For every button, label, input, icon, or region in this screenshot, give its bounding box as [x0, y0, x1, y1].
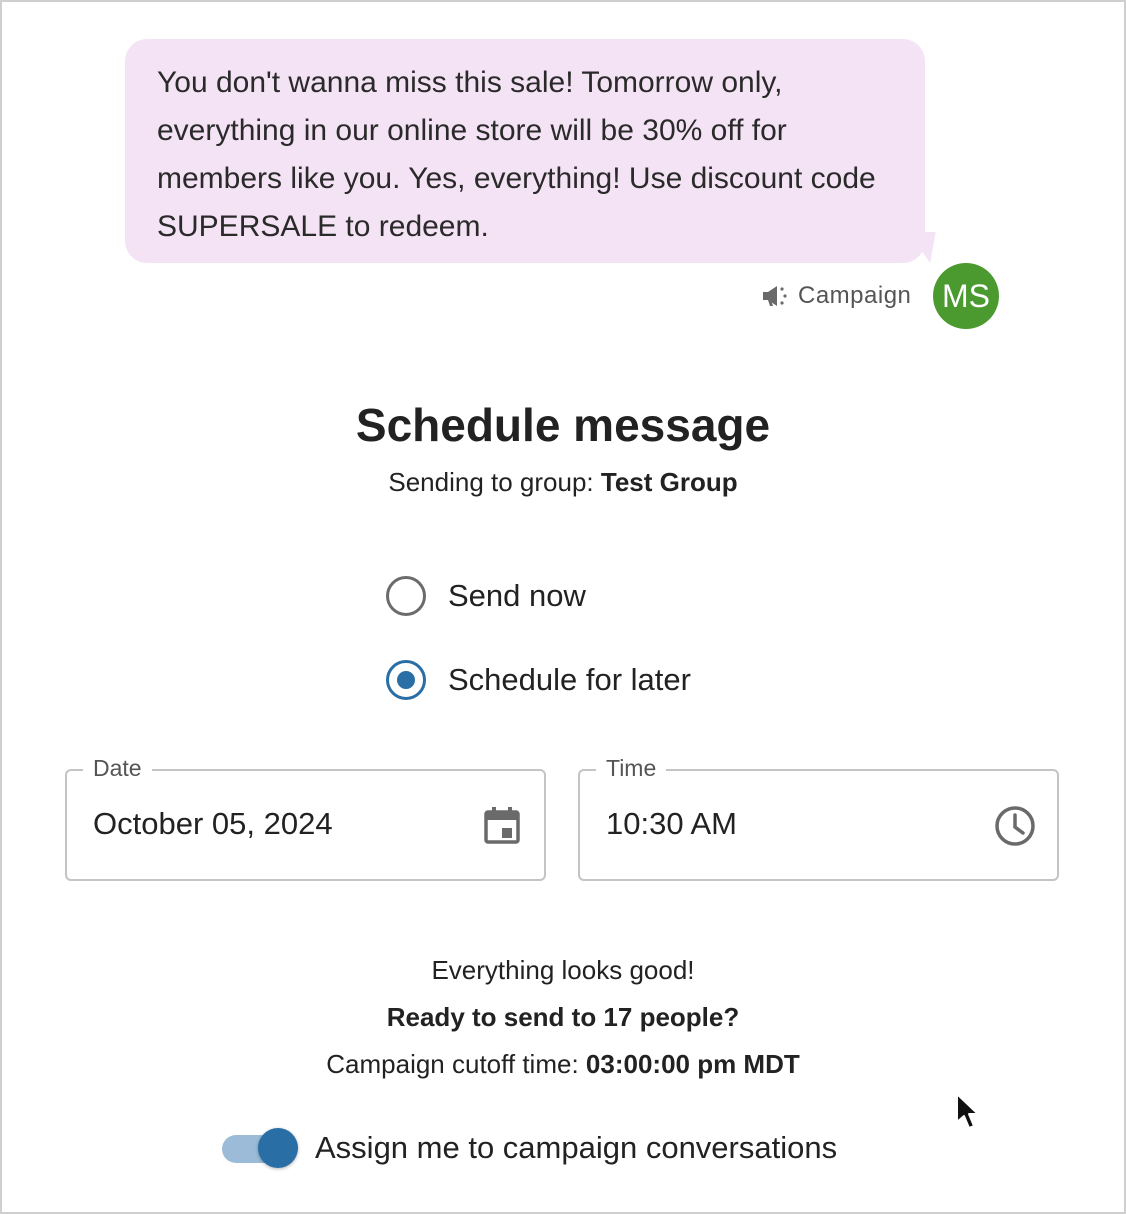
message-type — [760, 278, 911, 314]
radio-button[interactable] — [386, 576, 426, 616]
radio-button[interactable] — [386, 660, 426, 700]
calendar-icon[interactable] — [480, 804, 524, 848]
ready-label: Ready to send to 17 people? — [386, 1002, 740, 1032]
radio-send-now[interactable] — [386, 575, 586, 617]
avatar: MS — [933, 263, 999, 329]
cutoff-prefix: Campaign cutoff time: — [326, 1049, 579, 1079]
toggle-thumb[interactable] — [258, 1128, 298, 1168]
clock-icon[interactable] — [993, 804, 1037, 848]
message-type-label: Campaign — [798, 282, 912, 309]
time-field[interactable] — [578, 755, 1059, 881]
megaphone-icon — [760, 282, 790, 310]
date-field[interactable] — [65, 755, 546, 881]
radio-label: Send now — [448, 578, 586, 613]
assign-toggle[interactable] — [222, 1128, 298, 1168]
radio-schedule-later[interactable] — [386, 659, 691, 701]
ready-text — [0, 1002, 1126, 1033]
assign-toggle-label: Assign me to campaign conversations — [315, 1130, 838, 1165]
page-title: Schedule message — [355, 399, 771, 451]
radio-label: Schedule for later — [448, 662, 691, 697]
cutoff-line — [0, 1049, 1126, 1080]
status-text: Everything looks good! — [431, 955, 695, 985]
time-label: Time — [596, 755, 666, 782]
message-bubble: You don't wanna miss this sale! Tomorrow only, everything in our online store will be 30% off for members like you. Yes, everything! Use discount code SUPERSALE to redeem. — [125, 39, 925, 263]
group-line — [0, 467, 1126, 498]
cutoff-value: 03:00:00 pm MDT — [585, 1049, 800, 1079]
bubble-tail — [902, 232, 935, 263]
time-input[interactable] — [606, 806, 966, 842]
date-label: Date — [83, 755, 152, 782]
group-prefix: Sending to group: — [388, 467, 594, 497]
mouse-cursor-icon — [955, 1092, 981, 1132]
group-name: Test Group — [600, 467, 738, 497]
date-input[interactable] — [93, 806, 453, 842]
